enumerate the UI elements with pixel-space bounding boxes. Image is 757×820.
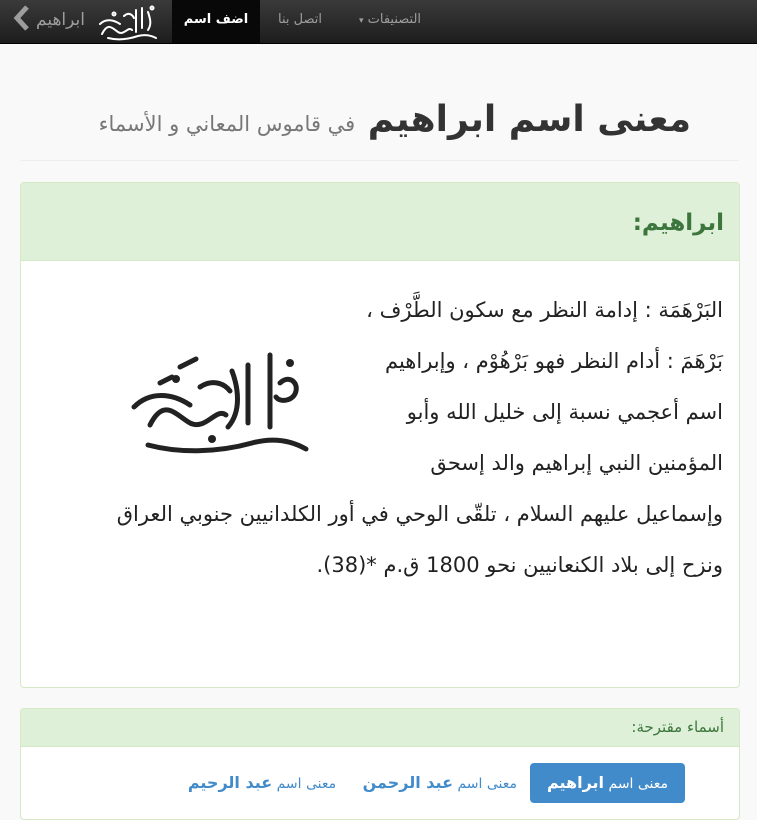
site-logo [94, 2, 160, 42]
navbar [0, 0, 757, 44]
suggested-names-panel [20, 708, 740, 820]
caret-down-icon: ▾ [358, 16, 364, 26]
meaning-panel-heading [21, 183, 739, 261]
suggested-name: عبد الرحمن [362, 773, 453, 792]
name-meaning [78, 285, 723, 591]
page-subtitle: في قاموس المعاني و الأسماء [98, 112, 356, 136]
suggested-name: ابراهيم [546, 773, 605, 792]
suggested-name-prefix: معنى اسم [276, 776, 337, 792]
suggested-name-link[interactable] [187, 763, 337, 803]
suggested-name-prefix: معنى اسم [608, 776, 669, 792]
nav-categories-dropdown[interactable] [350, 0, 430, 43]
calligraphy-logo [120, 327, 320, 477]
page-header [20, 96, 739, 161]
meaning-panel [20, 182, 740, 688]
page-title [99, 99, 691, 140]
meaning-panel-title: ابراهيم: [632, 210, 724, 236]
nav-add-name[interactable]: اضف اسم [172, 0, 260, 43]
suggested-names-heading [21, 709, 739, 747]
page-title-text: معنى اسم ابراهيم [367, 99, 691, 140]
suggested-name-link[interactable] [530, 763, 685, 803]
chevron-left-icon[interactable] [11, 4, 33, 32]
brand-name: ابراهيم [36, 10, 85, 30]
suggested-name-prefix: معنى اسم [457, 776, 517, 792]
name-meaning-text: البَرْهَمَة : إدامة النظر مع سكون الطَّرْف ، بَرْهَمَ : أدام النظر فهو بَرْهُوْم ، وإبراهيم اسم أعجمي نسبة إلى خليل الله وأبو المؤمنين النبي إبراهيم والد إسحق وإسماعيل عليهم السلام ، تلقّى الوحي في أور الكلدانيين جنوبي العراق ونزح إلى بلاد الكنعانيين نحو 1800 ق.م *(38). [116, 298, 723, 577]
nav-contact[interactable]: اتصل بنا [278, 12, 322, 27]
suggested-name-link[interactable] [362, 763, 517, 803]
suggested-names-title: أسماء مقترحة: [631, 718, 724, 736]
nav-categories-label: التصنيفات [367, 12, 422, 27]
brand-link[interactable] [0, 0, 135, 43]
suggested-name: عبد الرحيم [187, 773, 273, 792]
